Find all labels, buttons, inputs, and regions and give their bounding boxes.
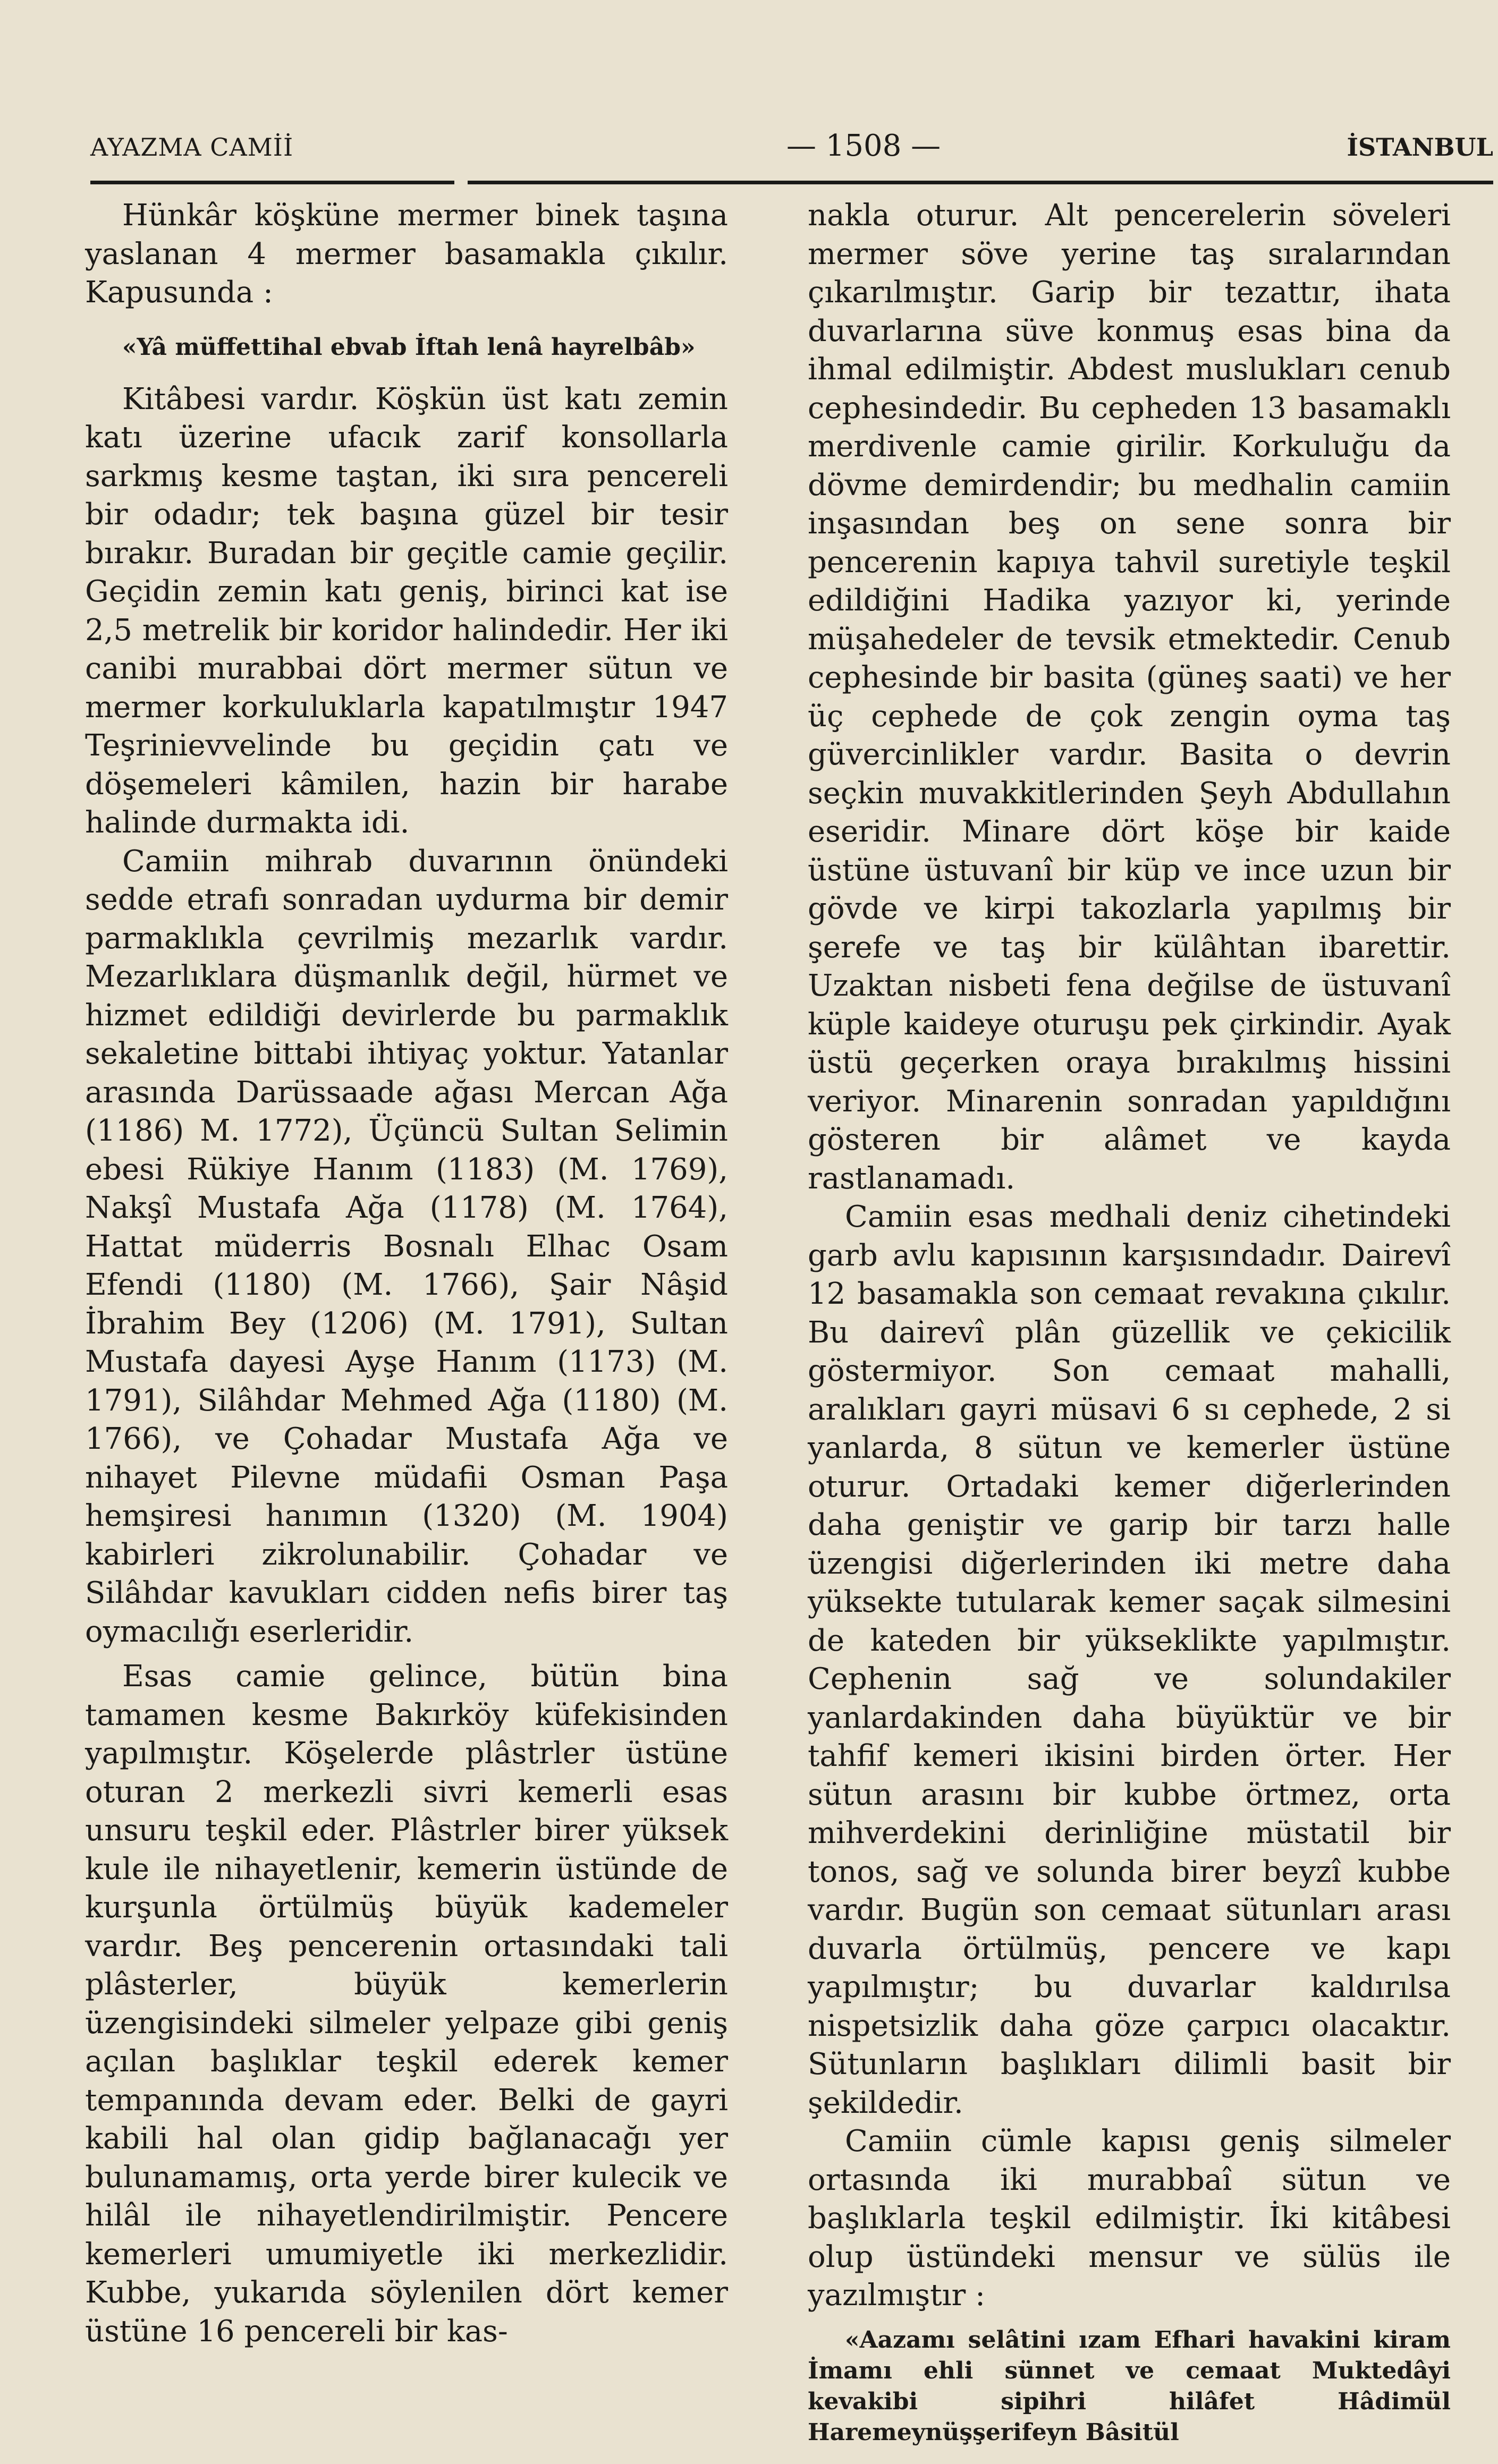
running-header: [90, 123, 1493, 171]
paragraph: Camiin esas medhali deniz cihetindeki garb avlu kapısının karşısındadır. Dairevî 12 basamakla son cemaat revakına çıkılır. Bu dairevî plân güzellik ve çekicilik göstermiyor. Son cemaat mahalli, aralıkları gayri müsavi 6 sı cephede, 2 si yanlarda, 8 sütun ve kemerler üstüne oturur. Ortadaki kemer diğerlerinden daha geniştir ve garip bir tarzı halle üzengisi diğerlerinden iki metre daha yüksekte tutularak kemer saçak silmesini de kateden bir yükseklikte yapılmıştır. Cephenin sağ ve solundakiler yanlardakinden daha büyüktür ve bir tahfif kemeri ikisini birden örter. Her sütun arasını bir kubbe örtmez, orta mihverdekini derinliğine müstatil bir tonos, sağ ve solunda birer beyzî kubbe vardır. Bugün son cemaat sütunları arası duvarla örtülmüş, pencere ve kapı yapılmıştır; bu duvarlar kaldırılsa nispetsizlik daha göze çarpıcı olacaktır. Sütunların başlıkları dilimli basit bir şekildedir.: [808, 1200, 1451, 2120]
right-column: [808, 197, 1451, 2464]
paragraph: Esas camie gelince, bütün bina tamamen kesme Bakırköy küfekisinden yapılmıştır. Köşelerde plâstrler üstüne oturan 2 merkezli sivri kemerli esas unsuru teşkil eder. Plâstrler birer yüksek kule ile nihayetlenir, kemerin üstünde de kurşunla örtülmüş büyük kademeler vardır. Beş pencerenin ortasındaki tali plâsterler, büyük kemerlerin üzengisindeki silmeler yelpaze gibi geniş açılan başlıklar teşkil ederek kemer tempanında devam eder. Belki de gayri kabili hal olan gidip bağlanacağı yer bulunamamış, orta yerde birer kulecik ve hilâl ile nihayetlendirilmiştir. Pencere kemerleri umumiyetle iki merkezlidir. Kubbe, yukarıda söylenilen dört kemer üstüne 16 pencereli bir kas-: [85, 1659, 728, 2349]
paragraph: Kitâbesi vardır. Köşkün üst katı zemin katı üzerine ufacık zarif konsollarla sarkmış kesme taştan, iki sıra pencereli bir odadır; tek başına güzel bir tesir bırakır. Buradan bir geçitle camie geçilir. Geçidin zemin katı geniş, birinci kat ise 2,5 metrelik bir koridor halindedir. Her iki canibi murabbai dört mermer sütun ve mermer korkuluklarla kapatılmıştır 1947 Teşrinievvelinde bu geçidin çatı ve döşemeleri kâmilen, hazin bir harabe halinde durmakta idi.: [85, 381, 728, 840]
left-column: [85, 197, 728, 2351]
paragraph: Camiin cümle kapısı geniş silmeler ortasında iki murabbaî sütun ve başlıklarla teşkil edilmiştir. İki kitâbesi olup üstündeki mensur ve sülüs ile yazılmıştır :: [808, 2124, 1451, 2313]
inscription-quote: «Aazamı selâtini ızam Efhari havakini kiram İmamı ehli sünnet ve cemaat Muktedâyi kevakibi sipihri hilâfet Hâdimül Haremeynüşşerifeyn Bâsitül: [808, 2326, 1451, 2446]
header-rule-right: [468, 181, 1493, 184]
header-section-title: AYAZMA CAMİİ: [90, 133, 294, 162]
paragraph: Hünkâr köşküne mermer binek taşına yaslanan 4 mermer basamakla çıkılır. Kapusunda :: [85, 198, 728, 310]
header-rule-left: [90, 181, 454, 184]
paragraph: nakla oturur. Alt pencerelerin söveleri mermer söve yerine taş sıralarından çıkarılmıştır. Garip bir tezattır, ihata duvarlarına süve konmuş esas bina da ihmal edilmiştir. Abdest muslukları cenub cephesindedir. Bu cepheden 13 basamaklı merdivenle camie girilir. Korkuluğu da dövme demirdendir; bu medhalin camiin inşasından beş on sene sonra bir pencerenin kapıya tahvil suretiyle teşkil edildiğini Hadika yazıyor ki, yerinde müşahedeler de tevsik etmektedir. Cenub cephesinde bir basita (güneş saati) ve her üç cephede de çok zengin oyma taş güvercinlikler vardır. Basita o devrin seçkin muvakkitlerinden Şeyh Abdullahın eseridir. Minare dört köşe bir kaide üstüne üstuvanî bir küp ve ince uzun bir gövde ve kirpi takozlarla yapılmış bir şerefe ve taş bir külâhtan ibarettir. Uzaktan nisbeti fena değilse de üstuvanî küple kaideye oturuşu pek çirkindir. Ayak üstü geçerken oraya bırakılmış hissini veriyor. Minarenin sonradan yapıldığını gösteren bir alâmet ve kayda rastlanamadı.: [808, 198, 1451, 1196]
page-number: — 1508 —: [786, 129, 941, 163]
header-book-title: İSTANBUL: [1347, 133, 1493, 162]
paragraph: Camiin mihrab duvarının önündeki sedde etrafı sonradan uydurma bir demir parmaklıkla çevrilmiş mezarlık vardır. Mezarlıklara düşmanlık değil, hürmet ve hizmet edildiği devirlerde bu parmaklık sekaletine bittabi ihtiyaç yoktur. Yatanlar arasında Darüssaade ağası Mercan Ağa (1186) M. 1772), Üçüncü Sultan Selimin ebesi Rükiye Hanım (1183) (M. 1769), Nakşî Mustafa Ağa (1178) (M. 1764), Hattat müderris Bosnalı Elhac Osam Efendi (1180) (M. 1766), Şair Nâşid İbrahim Bey (1206) (M. 1791), Sultan Mustafa dayesi Ayşe Hanım (1173) (M. 1791), Silâhdar Mehmed Ağa (1180) (M. 1766), ve Çohadar Mustafa Ağa ve nihayet Pilevne müdafii Osman Paşa hemşiresi hanımın (1320) (M. 1904) kabirleri zikrolunabilir. Çohadar ve Silâhdar kavukları cidden nefis birer taş oymacılığı eserleridir.: [85, 844, 728, 1649]
inscription-quote: «Yâ müffettihal ebvab İftah lenâ hayrelbâb»: [122, 333, 696, 361]
